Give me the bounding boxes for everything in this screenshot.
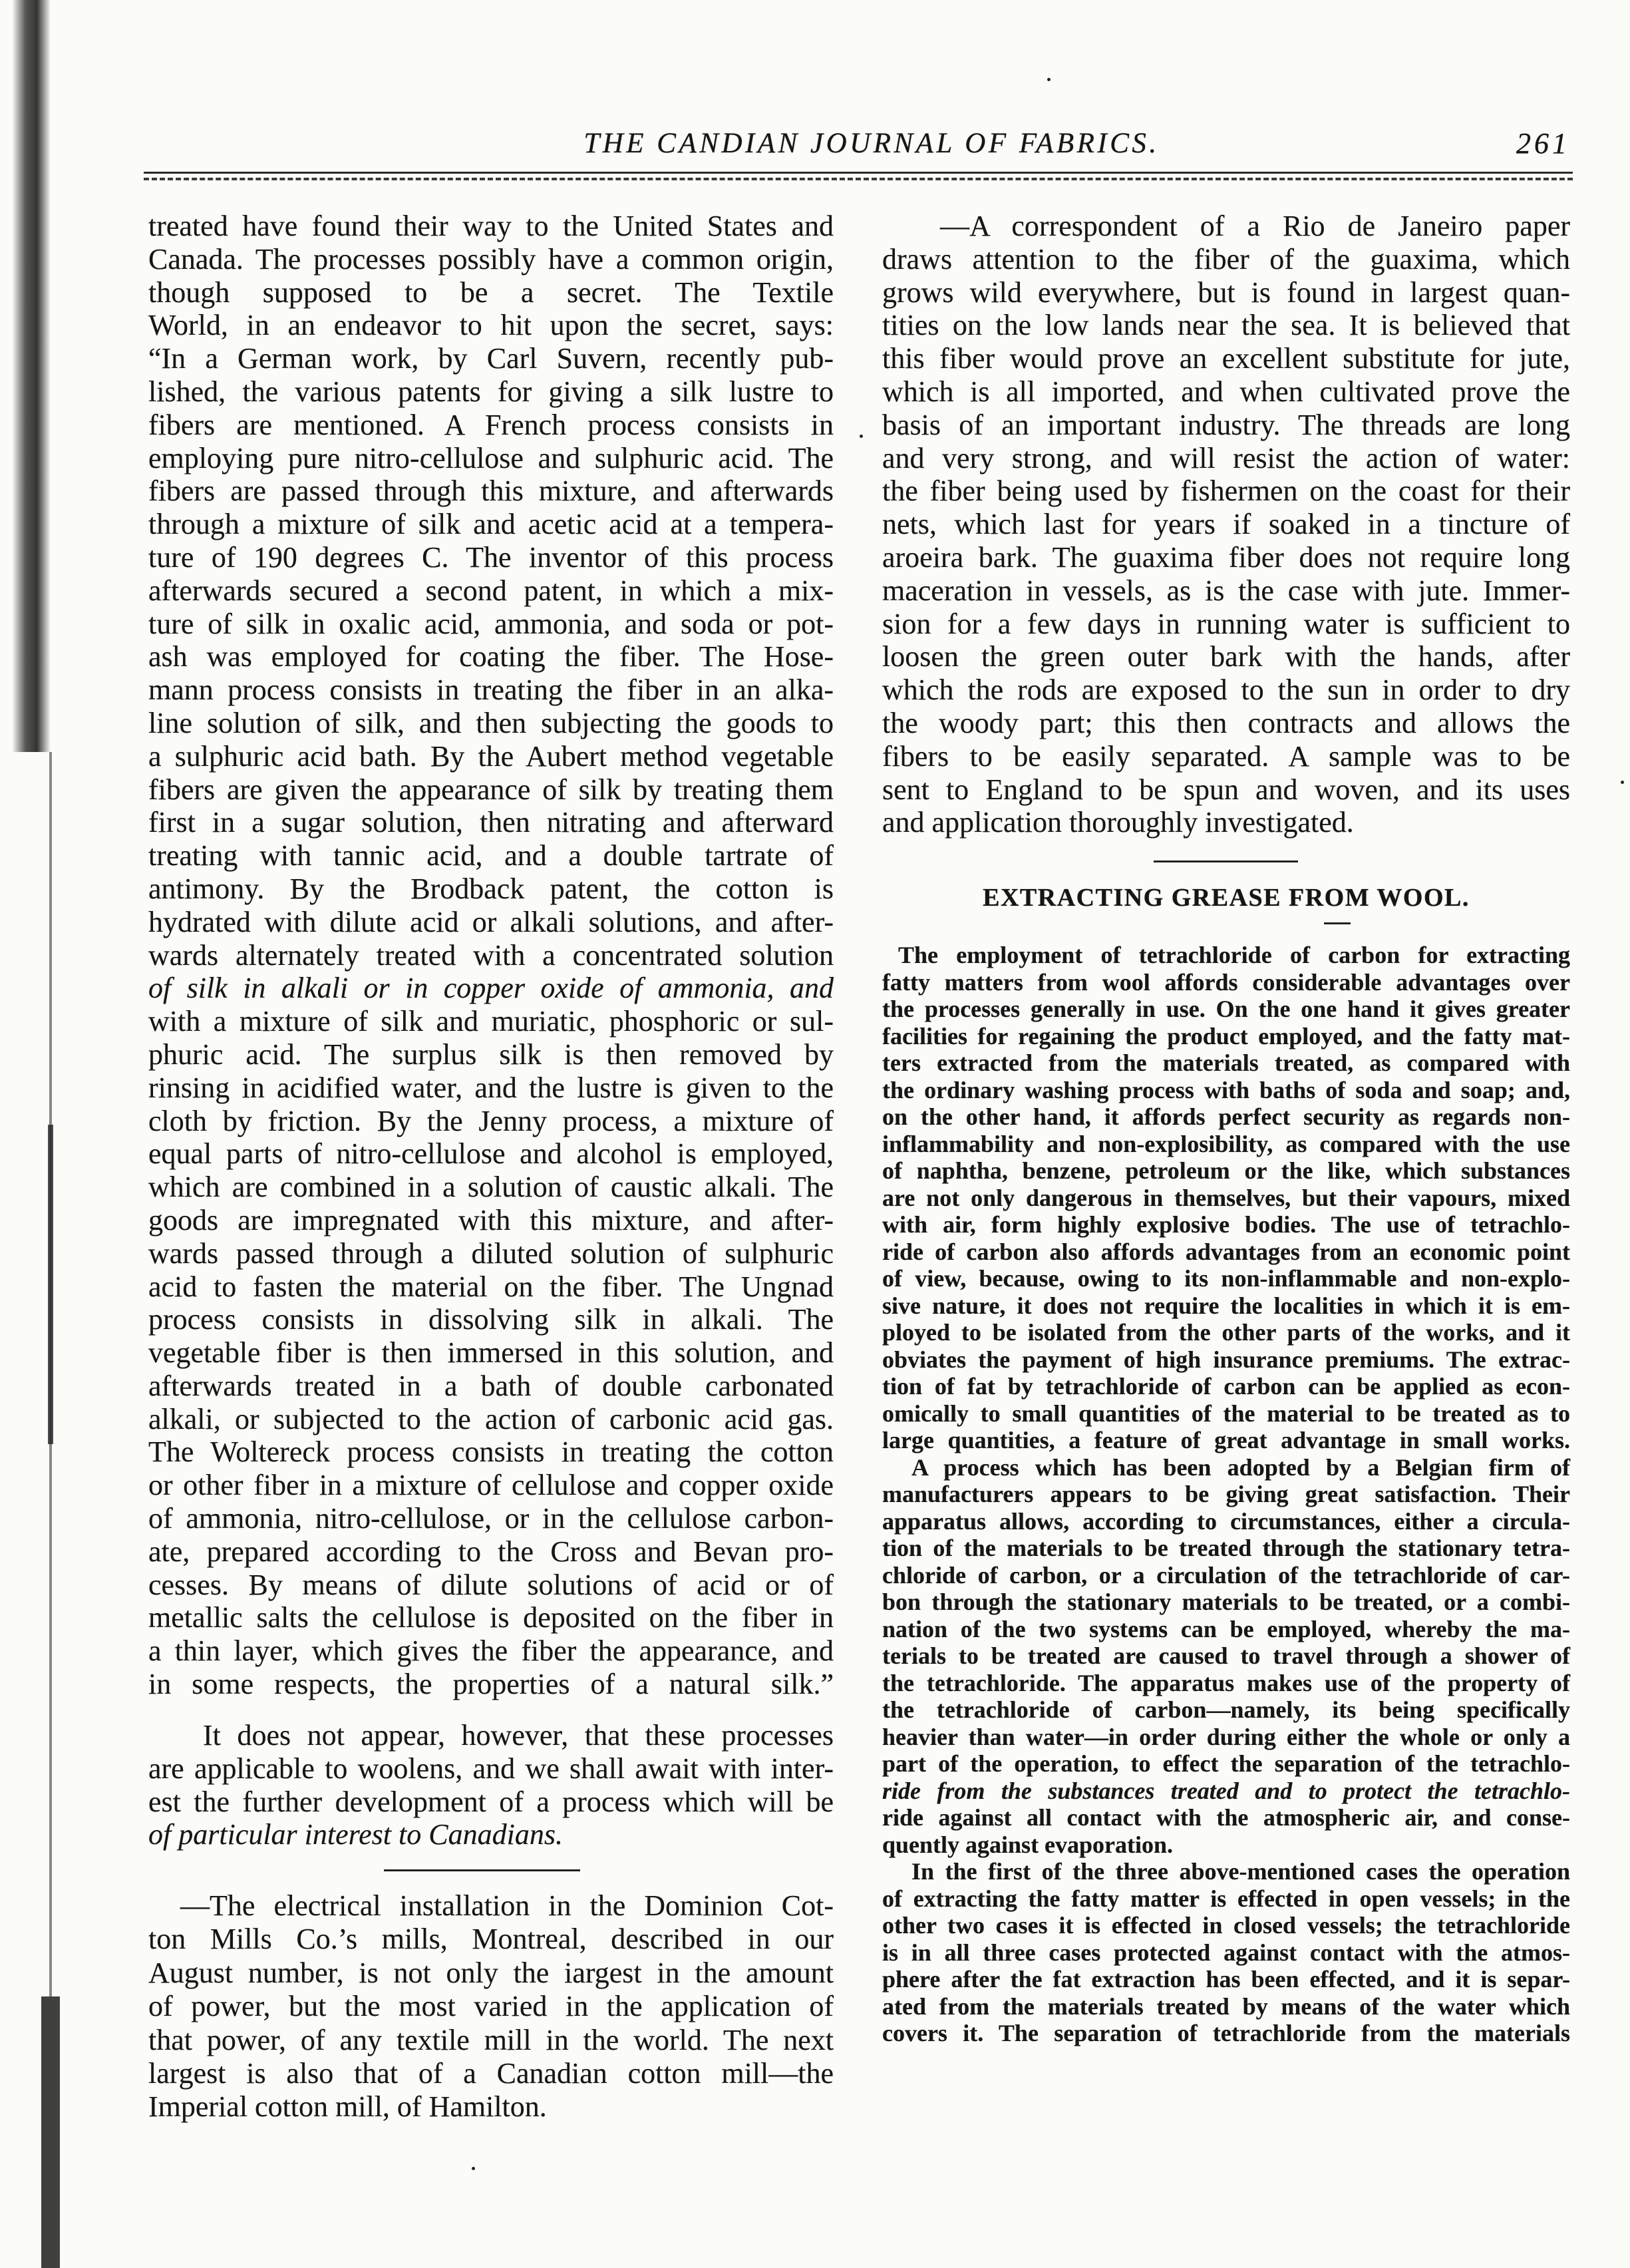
text-line: vegetable fiber is then immersed in this solution, and bbox=[148, 1336, 834, 1370]
text-line: lished, the various patents for giving a silk lustre to bbox=[148, 375, 834, 408]
paragraph-guaxima-fiber bbox=[882, 210, 1570, 839]
text-line: cesses. By means of dilute solutions of acid or of bbox=[148, 1568, 834, 1601]
text-line: this fiber would prove an excellent substitute for jute, bbox=[882, 342, 1570, 375]
text-line: of view, because, owing to its non-inflammable and non-explo- bbox=[882, 1265, 1570, 1292]
text-line: phuric acid. The surplus silk is then removed by bbox=[148, 1038, 834, 1071]
text-line: alkali, or subjected to the action of carbonic acid gas. bbox=[148, 1402, 834, 1435]
text-line: fibers are given the appearance of silk by treating them bbox=[148, 773, 834, 806]
text-line: a thin layer, which gives the fiber the appearance, and bbox=[148, 1634, 834, 1668]
text-line: first in a sugar solution, then nitrating and afterward bbox=[148, 806, 834, 839]
text-line: which is all imported, and when cultivated prove the bbox=[882, 375, 1570, 408]
scan-speck bbox=[1621, 781, 1624, 784]
text-line: a sulphuric acid bath. By the Aubert method vegetable bbox=[148, 739, 834, 773]
text-line: nation of the two systems can be employed, whereby the ma- bbox=[882, 1615, 1570, 1642]
text-line: —The electrical installation in the Dominion Cot- bbox=[180, 1889, 834, 1922]
text-line: afterwards treated in a bath of double carbonated bbox=[148, 1369, 834, 1402]
text-line: It does not appear, however, that these processes bbox=[203, 1719, 834, 1752]
text-line: of power, but the most varied in the application of bbox=[148, 1990, 834, 2023]
text-line: tion of fat by tetrachloride of carbon can be applied as econ- bbox=[882, 1373, 1570, 1400]
article-heading: EXTRACTING GREASE FROM WOOL. bbox=[983, 884, 1470, 912]
text-line: other two cases it is effected in closed vessels; the tetrachloride bbox=[882, 1912, 1570, 1939]
text-line: process consists in dissolving silk in alkali. The bbox=[148, 1303, 834, 1336]
text-line: covers it. The separation of tetrachloride from the materials bbox=[882, 2020, 1570, 2046]
paragraph-woolens bbox=[148, 1719, 834, 1851]
text-line: nets, which last for years if soaked in a tincture of bbox=[882, 508, 1570, 541]
text-line: of silk in alkali or in copper oxide of ammonia, and bbox=[148, 972, 834, 1005]
text-line: mann process consists in treating the fiber in an alka- bbox=[148, 673, 834, 707]
text-line: ton Mills Co.’s mills, Montreal, described in our bbox=[148, 1923, 834, 1956]
text-line: maceration in vessels, as is the case with jute. Immer- bbox=[882, 574, 1570, 607]
text-line: ture of silk in oxalic acid, ammonia, and soda or pot- bbox=[148, 607, 834, 640]
text-line: —A correspondent of a Rio de Janeiro paper bbox=[940, 210, 1570, 242]
text-line: of extracting the fatty matter is effected in open vessels; in the bbox=[882, 1885, 1570, 1912]
text-line: ployed to be isolated from the other parts of the works, and it bbox=[882, 1319, 1570, 1346]
text-line: apparatus allows, according to circumstances, either a circula- bbox=[882, 1507, 1570, 1535]
text-line: The employment of tetrachloride of carbon for extracting bbox=[898, 942, 1570, 968]
text-line: the processes generally in use. On the one hand it gives greater bbox=[882, 996, 1570, 1022]
text-line: ters extracted from the materials treated, as compared with bbox=[882, 1049, 1570, 1076]
text-line: quently against evaporation. bbox=[882, 1831, 1174, 1858]
text-line: which are combined in a solution of caustic alkali. The bbox=[148, 1171, 834, 1204]
text-line: sent to England to be spun and woven, and its uses bbox=[882, 773, 1570, 806]
text-line: August number, is not only the iargest in the amount bbox=[148, 1956, 834, 1989]
text-line: manufacturers appears to be giving great satisfaction. Their bbox=[882, 1481, 1570, 1507]
text-line: afterwards secured a second patent, in which a mix- bbox=[148, 574, 834, 607]
article-paragraph bbox=[882, 942, 1570, 1454]
running-head-title: THE CANDIAN JOURNAL OF FABRICS. bbox=[583, 128, 1160, 159]
text-line: part of the operation, to effect the separation of the tetrachlo- bbox=[882, 1750, 1570, 1777]
text-line: basis of an important industry. The threads are long bbox=[882, 408, 1570, 441]
text-line: A process which has been adopted by a Belgian firm of bbox=[911, 1453, 1570, 1481]
text-line: fibers are mentioned. A French process consists in bbox=[148, 408, 834, 441]
text-line: treating with tannic acid, and a double tartrate of bbox=[148, 839, 834, 872]
text-line: of naphtha, benzene, petroleum or the like, which substances bbox=[882, 1157, 1570, 1184]
scan-edge-mark bbox=[48, 1125, 53, 1444]
text-line: rinsing in acidified water, and the lustre is given to the bbox=[148, 1071, 834, 1104]
text-line: Imperial cotton mill, of Hamilton. bbox=[148, 2090, 547, 2124]
scan-edge-shadow bbox=[12, 0, 51, 752]
text-line: “In a German work, by Carl Suvern, recently pub- bbox=[148, 342, 834, 375]
text-line: fibers to be easily separated. A sample was to be bbox=[882, 739, 1570, 773]
text-line: aroeira bark. The guaxima fiber does not require long bbox=[882, 540, 1570, 574]
text-line: ride against all contact with the atmospheric air, and conse- bbox=[882, 1804, 1570, 1831]
text-line: sion for a few days in running water is sufficient to bbox=[882, 607, 1570, 640]
paragraph-electrical-installation bbox=[148, 1889, 834, 2124]
text-line: phere after the fat extraction has been effected, and it is separ- bbox=[882, 1966, 1570, 1992]
header-rule bbox=[144, 172, 1573, 174]
text-line: tities on the low lands near the sea. It is believed that bbox=[882, 309, 1570, 342]
text-line: through a mixture of silk and acetic acid at a tempera- bbox=[148, 508, 834, 541]
text-line: metallic salts the cellulose is deposited on the fiber in bbox=[148, 1601, 834, 1634]
text-line: with air, form highly explosive bodies. The use of tetrachlo- bbox=[882, 1211, 1570, 1238]
article-paragraph bbox=[882, 1858, 1570, 2047]
text-line: terials to be treated are caused to travel through a shower of bbox=[882, 1642, 1570, 1669]
text-line: are applicable to woolens, and we shall await with inter- bbox=[148, 1752, 834, 1785]
text-line: the woody part; this then contracts and allows the bbox=[882, 706, 1570, 739]
text-line: in some respects, the properties of a natural silk.” bbox=[148, 1668, 834, 1701]
text-line: the tetrachloride of carbon—namely, its being specifically bbox=[882, 1696, 1570, 1723]
text-line: are not only dangerous in themselves, but their vapours, mixed bbox=[882, 1184, 1570, 1211]
text-line: wards alternately treated with a concentrated solution bbox=[148, 938, 834, 972]
section-divider bbox=[1154, 860, 1298, 862]
text-line: Canada. The processes possibly have a common origin, bbox=[148, 242, 834, 276]
text-line: goods are impregnated with this mixture, and after- bbox=[148, 1203, 834, 1236]
text-line: hydrated with dilute acid or alkali solutions, and after- bbox=[148, 905, 834, 938]
text-line: bon through the stationary materials to be treated, or a combi- bbox=[882, 1589, 1570, 1615]
text-line: on the other hand, it affords perfect security as regards non- bbox=[882, 1103, 1570, 1130]
text-line: fibers are passed through this mixture, and afterwards bbox=[148, 474, 834, 508]
text-line: is in all three cases protected against contact with the atmos- bbox=[882, 1939, 1570, 1966]
heading-underline bbox=[1324, 922, 1351, 924]
text-line: though supposed to be a secret. The Textile bbox=[148, 276, 834, 309]
article-paragraph bbox=[882, 1454, 1570, 1859]
text-line: ride of carbon also affords advantages from an economic point bbox=[882, 1238, 1570, 1265]
text-line: loosen the green outer bark with the hands, after bbox=[882, 640, 1570, 673]
page-number: 261 bbox=[1516, 127, 1570, 160]
header-rule-dashed bbox=[144, 178, 1573, 180]
text-line: draws attention to the fiber of the guaxima, which bbox=[882, 242, 1570, 276]
text-line: that power, of any textile mill in the world. The next bbox=[148, 2023, 834, 2056]
text-line: In the first of the three above-mentioned cases the operation bbox=[911, 1858, 1570, 1885]
text-line: ated from the materials treated by means of the water which bbox=[882, 1992, 1570, 2020]
text-line: antimony. By the Brodback patent, the cotton is bbox=[148, 872, 834, 905]
text-line: large quantities, a feature of great advantage in small works. bbox=[882, 1427, 1570, 1453]
text-line: treated have found their way to the United States and bbox=[148, 210, 834, 242]
text-line: facilities for regaining the product employed, and the fatty mat- bbox=[882, 1022, 1570, 1049]
text-line: the fiber being used by fishermen on the coast for their bbox=[882, 474, 1570, 508]
paragraph-silk-processes bbox=[148, 210, 834, 1701]
text-line: and application thoroughly investigated. bbox=[882, 806, 1354, 839]
text-line: World, in an endeavor to hit upon the secret, says: bbox=[148, 309, 834, 342]
text-line: wards passed through a diluted solution of sulphuric bbox=[148, 1236, 834, 1270]
scan-speck bbox=[860, 435, 863, 438]
text-line: obviates the payment of high insurance premiums. The extrac- bbox=[882, 1346, 1570, 1373]
text-line: acid to fasten the material on the fiber. The Ungnad bbox=[148, 1270, 834, 1303]
text-line: line solution of silk, and then subjecting the goods to bbox=[148, 706, 834, 739]
scan-speck bbox=[1047, 78, 1051, 81]
text-line: tion of the materials to be treated through the stationary tetra- bbox=[882, 1535, 1570, 1561]
text-line: the tetrachloride. The apparatus makes use of the property of bbox=[882, 1669, 1570, 1696]
scan-edge-shadow-bottom bbox=[41, 1996, 60, 2268]
text-line: est the further development of a process which will be bbox=[148, 1785, 834, 1818]
text-line: or other fiber in a mixture of cellulose and copper oxide bbox=[148, 1469, 834, 1502]
text-line: of particular interest to Canadians. bbox=[148, 1818, 563, 1851]
text-line: inflammability and non-explosibility, as compared with the use bbox=[882, 1130, 1570, 1157]
text-line: omically to small quantities of the material to be treated as to bbox=[882, 1400, 1570, 1427]
text-line: sive nature, it does not require the localities in which it is em- bbox=[882, 1292, 1570, 1319]
text-line: with a mixture of silk and muriatic, phosphoric or sul- bbox=[148, 1005, 834, 1038]
text-line: heavier than water—in order during either the whole or only a bbox=[882, 1723, 1570, 1750]
text-line: ride from the substances treated and to protect the tetrachlo- bbox=[882, 1777, 1570, 1804]
text-line: and very strong, and will resist the action of water: bbox=[882, 441, 1570, 474]
text-line: The Woltereck process consists in treating the cotton bbox=[148, 1435, 834, 1469]
text-line: employing pure nitro-cellulose and sulphuric acid. The bbox=[148, 441, 834, 474]
scan-speck bbox=[472, 2167, 475, 2170]
text-line: cloth by friction. By the Jenny process, a mixture of bbox=[148, 1104, 834, 1137]
text-line: ash was employed for coating the fiber. The Hose- bbox=[148, 640, 834, 673]
text-line: equal parts of nitro-cellulose and alcohol is employed, bbox=[148, 1137, 834, 1171]
section-divider bbox=[384, 1869, 580, 1871]
text-line: ture of 190 degrees C. The inventor of this process bbox=[148, 540, 834, 574]
text-line: largest is also that of a Canadian cotton mill—the bbox=[148, 2057, 834, 2090]
text-line: chloride of carbon, or a circulation of the tetrachloride of car- bbox=[882, 1561, 1570, 1589]
text-line: ate, prepared according to the Cross and Bevan pro- bbox=[148, 1535, 834, 1568]
text-line: fatty matters from wool affords considerable advantages over bbox=[882, 968, 1570, 996]
text-line: grows wild everywhere, but is found in largest quan- bbox=[882, 276, 1570, 309]
text-line: the ordinary washing process with baths of soda and soap; and, bbox=[882, 1076, 1570, 1103]
text-line: which the rods are exposed to the sun in order to dry bbox=[882, 673, 1570, 707]
text-line: of ammonia, nitro-cellulose, or in the cellulose carbon- bbox=[148, 1502, 834, 1535]
